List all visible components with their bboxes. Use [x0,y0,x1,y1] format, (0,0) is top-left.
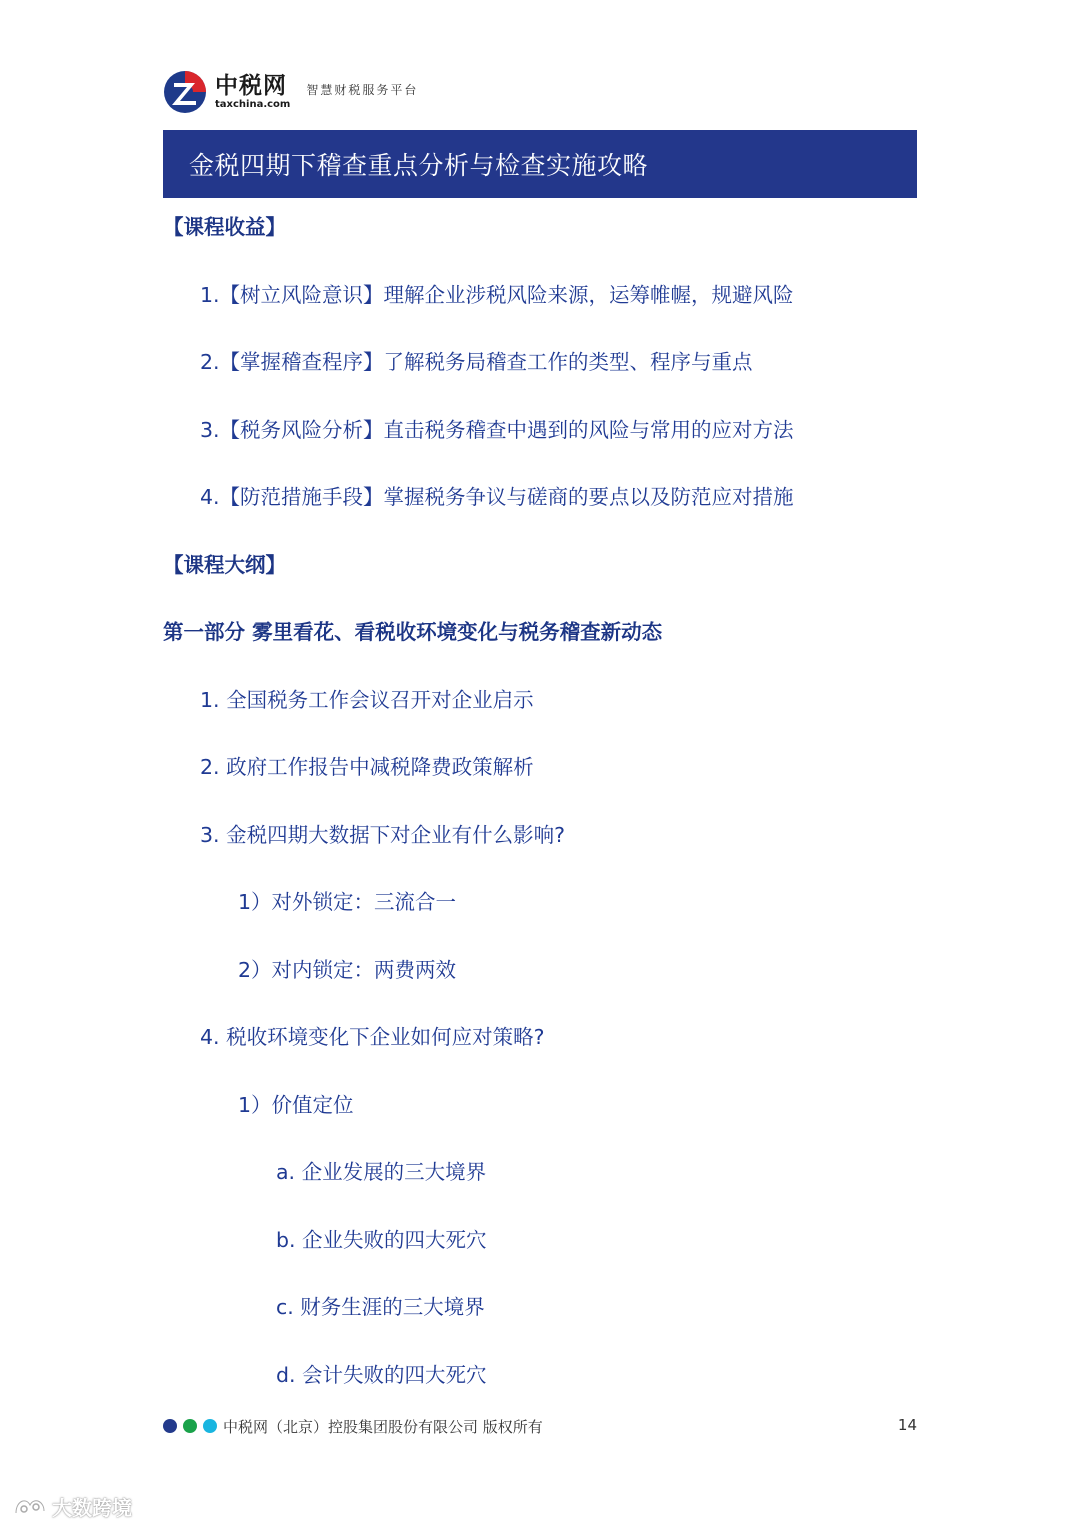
footer-dot-green-icon [183,1419,197,1433]
benefit-item: 1.【树立风险意识】理解企业涉税风险来源，运筹帷幄，规避风险 [200,283,794,307]
title-banner [163,130,917,198]
logo-chinese-name: 中税网 [215,72,287,99]
outline-subsubitem: c. 财务生涯的三大境界 [276,1295,485,1319]
outline-item: 4. 税收环境变化下企业如何应对策略? [200,1025,545,1049]
benefit-item: 3.【税务风险分析】直击税务稽查中遇到的风险与常用的应对方法 [200,418,794,442]
benefit-item: 2.【掌握稽查程序】了解税务局稽查工作的类型、程序与重点 [200,350,753,374]
watermark-logo-icon [12,1493,48,1519]
logo-domain: taxchina.com [215,98,291,110]
brand-logo [163,68,418,116]
logo-slogan: 智慧财税服务平台 [306,82,419,97]
outline-subsubitem: d. 会计失败的四大死穴 [276,1363,487,1387]
watermark-text: 大数跨境 [52,1495,132,1520]
outline-item: 1. 全国税务工作会议召开对企业启示 [200,688,534,712]
part-one-title: 第一部分 雾里看花、看税收环境变化与税务稽查新动态 [163,620,663,644]
page-title: 金税四期下稽查重点分析与检查实施攻略 [189,151,649,180]
benefits-heading: 【课程收益】 [163,215,286,239]
page-footer [163,1413,917,1439]
outline-subsubitem: a. 企业发展的三大境界 [276,1160,487,1184]
outline-subitem: 2）对内锁定：两费两效 [238,958,457,982]
taxchina-logo-icon [163,70,207,114]
footer-dot-cyan-icon [203,1419,217,1433]
footer-copyright: 中税网（北京）控股集团股份有限公司 版权所有 [223,1417,543,1436]
outline-subsubitem: b. 企业失败的四大死穴 [276,1228,487,1252]
watermark [12,1488,132,1524]
page-number: 14 [897,1416,917,1434]
outline-item: 2. 政府工作报告中减税降费政策解析 [200,755,534,779]
benefit-item: 4.【防范措施手段】掌握税务争议与磋商的要点以及防范应对措施 [200,485,794,509]
outline-item: 3. 金税四期大数据下对企业有什么影响? [200,823,565,847]
footer-dot-blue-icon [163,1419,177,1433]
outline-heading: 【课程大纲】 [163,553,286,577]
outline-subitem: 1）对外锁定：三流合一 [238,890,457,914]
outline-subitem: 1）价值定位 [238,1093,354,1117]
